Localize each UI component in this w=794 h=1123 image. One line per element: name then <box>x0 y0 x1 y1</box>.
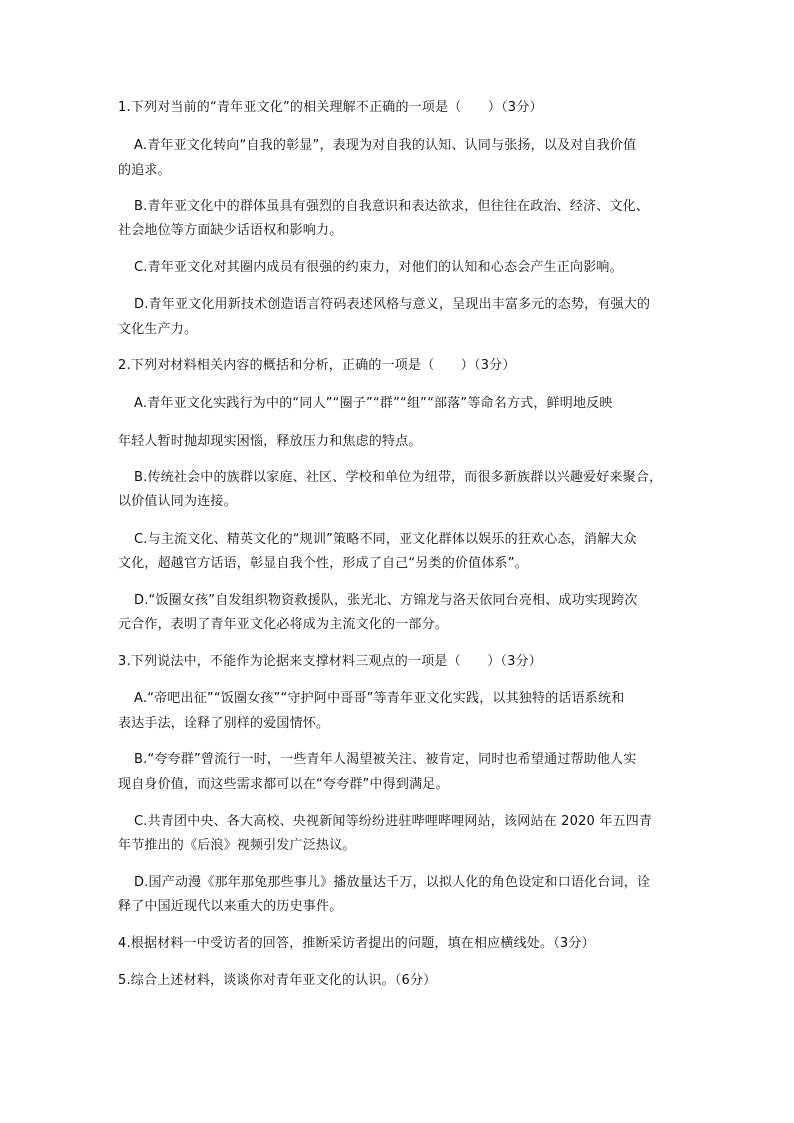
q1-option-a-line2: 的追求。 <box>118 163 171 178</box>
q1-option-b-line2: 社会地位等方面缺少话语权和影响力。 <box>118 223 343 238</box>
q3-option-d-line1: D.国产动漫《那年那兔那些事儿》播放量达千万，以拟人化的角色设定和口语化台词，诠 <box>134 875 651 890</box>
q3-option-a-line1: A.“帝吧出征”“饭圈女孩”“守护阿中哥哥”等青年亚文化实践，以其独特的话语系统和 <box>134 691 625 706</box>
q3-option-d-line2: 释了中国近现代以来重大的历史事件。 <box>118 899 343 914</box>
q1-option-a-line1: A.青年亚文化转向“自我的彰显”，表现为对自我的认知、认同与张扬，以及对自我价值 <box>134 138 637 153</box>
question-3-stem: 3.下列说法中，不能作为论据来支撑材料三观点的一项是（ ）（3分） <box>118 654 542 669</box>
q3-option-c-line2: 年节推出的《后浪》视频引发广泛热议。 <box>118 838 356 853</box>
q2-option-c-line1: C.与主流文化、精英文化的“规训”策略不同，亚文化群体以娱乐的狂欢心态，消解大众 <box>134 532 637 547</box>
q3-option-b-line2: 现自身价值，而这些需求都可以在“夸夸群”中得到满足。 <box>118 777 449 792</box>
q2-option-d-line2: 元合作，表明了青年亚文化必将成为主流文化的一部分。 <box>118 617 449 632</box>
q2-option-a-line2: 年轻人暂时抛却现实困惱，释放压力和焦虑的特点。 <box>118 434 422 449</box>
q2-option-c-line2: 文化，超越官方话语，彰显自我个性，形成了自己“另类的价值体系”。 <box>118 556 528 571</box>
question-4-stem: 4.根据材料一中受访者的回答，推断采访者提出的问题，填在相应横线处。（3分） <box>118 936 595 951</box>
q2-option-b-line1: B.传统社会中的族群以家庭、社区、学校和单位为纽带，而很多新族群以兴趣爱好来聚合， <box>134 470 663 485</box>
q2-option-b-line2: 以价值认同为连接。 <box>118 494 237 509</box>
q1-option-d-line1: D.青年亚文化用新技术创造语言符码表述风格与意义，呈现出丰富多元的态势，有强大的 <box>134 297 651 312</box>
q1-option-b-line1: B.青年亚文化中的群体虽具有强烈的自我意识和表达欲求，但往往在政治、经济、文化、 <box>134 199 650 214</box>
q2-option-d-line1: D.“饭圈女孩”自发组织物资救援队，张光北、方锦龙与洛天依同台亮相、成功实现跨次 <box>134 593 638 608</box>
q3-option-c-line1: C.共青团中央、各大高校、央视新闻等纷纷进驻哔哩哔哩网站，该网站在 2020 年五四青 <box>134 814 653 829</box>
q1-option-c-line1: C.青年亚文化对其圈内成员有很强的约束力，对他们的认知和心态会产生正向影响。 <box>134 260 623 275</box>
q1-option-d-line2: 文化生产力。 <box>118 322 198 337</box>
q3-option-a-line2: 表达手法，诠释了别样的爱国情怀。 <box>118 716 330 731</box>
question-2-stem: 2.下列对材料相关内容的概括和分析，正确的一项是（ ）（3分） <box>118 358 516 373</box>
question-1-stem: 1.下列对当前的“青年亚文化”的相关理解不正确的一项是（ ）（3分） <box>118 100 543 115</box>
question-5-stem: 5.综合上述材料，谈谈你对青年亚文化的认识。（6分） <box>118 973 437 988</box>
q2-option-a-line1: A.青年亚文化实践行为中的“同人”“圈子”“群”“组”“部落”等命名方式，鲜明地反映 <box>134 396 613 411</box>
q3-option-b-line1: B.“夸夸群”曾流行一时，一些青年人渴望被关注、被肯定，同时也希望通过帮助他人实 <box>134 752 637 767</box>
